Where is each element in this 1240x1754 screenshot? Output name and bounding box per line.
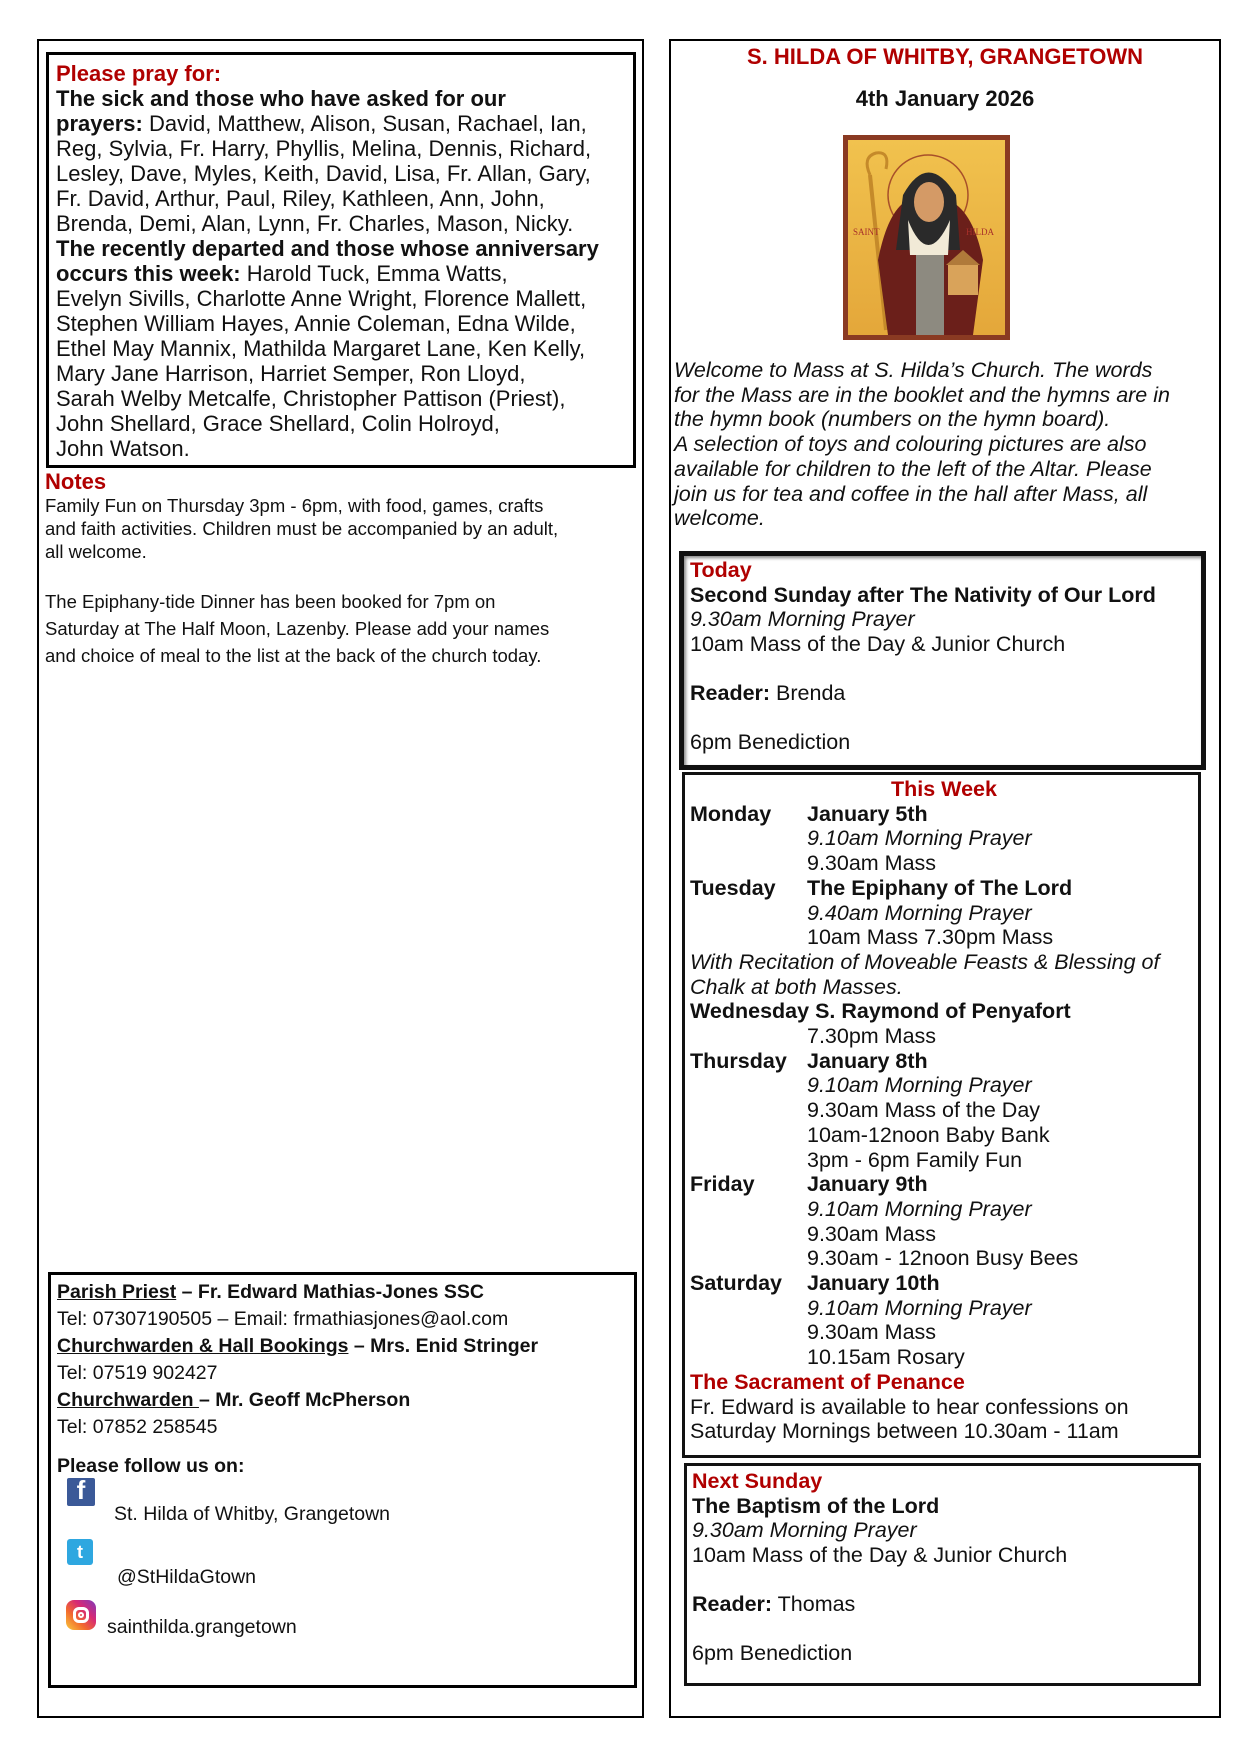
warden2-name: – Mr. Geoff McPherson [198, 1389, 411, 1411]
instagram-label[interactable]: sainthilda.grangetown [107, 1616, 297, 1638]
departed-names-line: Sarah Welby Metcalfe, Christopher Pattison (Priest), [56, 386, 566, 411]
notes-heading: Notes [45, 469, 107, 494]
day-label: Thursday [690, 1048, 787, 1073]
event-item: 9.10am Morning Prayer [807, 1073, 1032, 1098]
departed-list [56, 236, 627, 461]
week-day-friday [690, 1172, 1198, 1197]
event-item: 10am-12noon Baby Bank [807, 1122, 1050, 1147]
next-reader-label: Reader: [692, 1591, 773, 1616]
tuesday-note: Chalk at both Masses. [690, 974, 903, 999]
sick-label: prayers: [56, 111, 143, 136]
follow-label: Please follow us on: [57, 1455, 245, 1477]
welcome-line: available for children to the left of the Altar. Please [674, 456, 1152, 481]
sick-label-line: The sick and those who have asked for our [56, 86, 506, 111]
icon-caption-right: HILDA [966, 227, 994, 237]
day-title: The Epiphany of The Lord [807, 875, 1073, 900]
week-day-tuesday [690, 876, 1198, 901]
social-instagram[interactable] [66, 1600, 96, 1630]
event-item: 9.30am Mass [807, 1221, 937, 1246]
event-item: 3pm - 6pm Family Fun [807, 1147, 1023, 1172]
departed-names-line: John Watson. [56, 436, 190, 461]
day-label: Wednesday [690, 999, 810, 1024]
today-box [679, 551, 1206, 770]
welcome-line: welcome. [674, 506, 765, 531]
saint-hilda-icon-image [843, 135, 1010, 340]
warden1-name: – Mrs. Enid Stringer [348, 1335, 539, 1357]
event-item: 9.10am Morning Prayer [807, 826, 1032, 851]
facebook-label[interactable]: St. Hilda of Whitby, Grangetown [114, 1503, 391, 1525]
next-sunday-feast: The Baptism of the Lord [692, 1493, 940, 1518]
sick-list [56, 86, 627, 236]
priest-role: Parish Priest [57, 1281, 177, 1303]
welcome-line: for the Mass are in the booklet and the hymns are in [674, 382, 1170, 407]
next-sunday-prayer: 9.30am Morning Prayer [692, 1518, 917, 1542]
today-heading: Today [690, 558, 752, 582]
sick-names-line: Brenda, Demi, Alan, Lynn, Fr. Charles, Mason, Nicky. [56, 211, 574, 236]
church-title: S. HILDA OF WHITBY, GRANGETOWN [747, 44, 1143, 69]
event-item: 9.30am Mass of the Day [807, 1098, 1041, 1123]
day-label: Saturday [690, 1271, 783, 1296]
next-reader-name: Thomas [772, 1591, 856, 1616]
next-sunday-box [684, 1463, 1201, 1686]
week-day-monday [690, 802, 1198, 827]
welcome-line: A selection of toys and colouring pictures are also [674, 432, 1147, 457]
sick-names-line: Reg, Sylvia, Fr. Harry, Phyllis, Melina, Dennis, Richard, [56, 136, 592, 161]
welcome-line: Welcome to Mass at S. Hilda’s Church. The words [674, 358, 1153, 382]
week-heading: This Week [891, 777, 997, 801]
day-label: Tuesday [690, 875, 776, 900]
today-reader-label: Reader: [690, 680, 771, 705]
sick-names-line: Lesley, Dave, Myles, Keith, David, Lisa, Fr. Allan, Gary, [56, 161, 591, 186]
today-reader-name: Brenda [770, 680, 846, 705]
facebook-icon: f [67, 1478, 95, 1506]
day-title: January 10th [807, 1271, 940, 1296]
day-title: January 9th [807, 1172, 928, 1197]
twitter-label[interactable]: @StHildaGtown [117, 1566, 257, 1588]
event-item: 9.10am Morning Prayer [807, 1295, 1032, 1320]
sick-names: David, Matthew, Alison, Susan, Rachael, Ian, [142, 111, 587, 136]
event-item: 9.30am Mass [807, 851, 937, 876]
event-item: 9.40am Morning Prayer [807, 900, 1032, 925]
welcome-line: the hymn book (numbers on the hymn board). [674, 407, 1111, 432]
note-line: and faith activities. Children must be accompanied by an adult, [45, 518, 559, 539]
note-line: Saturday at The Half Moon, Lazenby. Please add your names [45, 618, 550, 639]
twitter-icon: t [67, 1539, 93, 1565]
warden1-role: Churchwarden & Hall Bookings [57, 1335, 349, 1357]
instagram-icon [66, 1600, 96, 1630]
warden2-role: Churchwarden [57, 1389, 199, 1411]
tuesday-note: With Recitation of Moveable Feasts & Blessing of [690, 949, 1160, 974]
prayer-list-box [46, 52, 636, 468]
departed-names-line: John Shellard, Grace Shellard, Colin Holroyd, [56, 411, 500, 436]
social-twitter[interactable] [67, 1539, 257, 1588]
priest-name: – Fr. Edward Mathias-Jones SSC [176, 1281, 484, 1303]
social-facebook[interactable] [67, 1475, 391, 1525]
notes-section [45, 470, 635, 669]
penance-line: Saturday Mornings between 10.30am - 11am [690, 1419, 1119, 1444]
day-title: January 5th [807, 801, 928, 826]
departed-names: Harold Tuck, Emma Watts, [240, 261, 508, 286]
departed-label: occurs this week: [56, 261, 241, 286]
departed-names-line: Mary Jane Harrison, Harriet Semper, Ron Lloyd, [56, 361, 526, 386]
next-sunday-mass: 10am Mass of the Day & Junior Church [692, 1542, 1068, 1567]
note-line: Family Fun on Thursday 3pm - 6pm, with food, games, crafts [45, 495, 544, 516]
day-title: S. Raymond of Penyafort [809, 999, 1071, 1024]
note-line: all welcome. [45, 541, 147, 562]
prayer-heading: Please pray for: [56, 61, 222, 86]
warden2-tel: Tel: 07852 258545 [57, 1416, 218, 1438]
bulletin-date: 4th January 2026 [855, 86, 1035, 111]
today-prayer: 9.30am Morning Prayer [690, 607, 915, 631]
today-feast: Second Sunday after The Nativity of Our Lord [690, 582, 1156, 607]
event-item: 9.10am Morning Prayer [807, 1196, 1032, 1221]
welcome-line: join us for tea and coffee in the hall after Mass, all [674, 481, 1148, 506]
sick-names-line: Fr. David, Arthur, Paul, Riley, Kathleen, Ann, John, [56, 186, 545, 211]
day-label: Monday [690, 801, 772, 826]
departed-names-line: Ethel May Mannix, Mathilda Margaret Lane, Ken Kelly, [56, 336, 586, 361]
next-sunday-evening: 6pm Benediction [692, 1640, 853, 1665]
note-line: The Epiphany-tide Dinner has been booked for 7pm on [45, 591, 496, 612]
today-evening: 6pm Benediction [690, 729, 851, 754]
today-mass: 10am Mass of the Day & Junior Church [690, 631, 1066, 656]
week-day-saturday [690, 1271, 1198, 1296]
icon-caption-left: SAINT [853, 227, 880, 237]
note-line: and choice of meal to the list at the back of the church today. [45, 645, 542, 666]
penance-line: Fr. Edward is available to hear confessions on [690, 1394, 1129, 1419]
this-week-box [682, 772, 1201, 1458]
departed-names-line: Evelyn Sivills, Charlotte Anne Wright, Florence Mallett, [56, 286, 587, 311]
departed-label-line: The recently departed and those whose anniversary [56, 236, 599, 261]
event-item: 9.30am Mass [807, 1320, 937, 1345]
next-sunday-heading: Next Sunday [692, 1469, 823, 1493]
departed-names-line: Stephen William Hayes, Annie Coleman, Edna Wilde, [56, 311, 576, 336]
day-label: Friday [690, 1172, 755, 1197]
event-item: 9.30am - 12noon Busy Bees [807, 1246, 1079, 1271]
welcome-message [674, 358, 1219, 531]
week-day-thursday [690, 1049, 1198, 1074]
warden1-tel: Tel: 07519 902427 [57, 1362, 218, 1384]
saint-hilda-figure [848, 140, 1005, 335]
week-day-wednesday [690, 999, 1198, 1024]
event-item: 10.15am Rosary [807, 1345, 965, 1370]
priest-contact[interactable]: Tel: 07307190505 – Email: frmathiasjones@aol.com [57, 1308, 509, 1330]
event-item: 10am Mass 7.30pm Mass [807, 925, 1054, 950]
day-title: January 8th [807, 1048, 928, 1073]
event-item: 7.30pm Mass [807, 1024, 937, 1049]
penance-heading: The Sacrament of Penance [690, 1369, 965, 1394]
